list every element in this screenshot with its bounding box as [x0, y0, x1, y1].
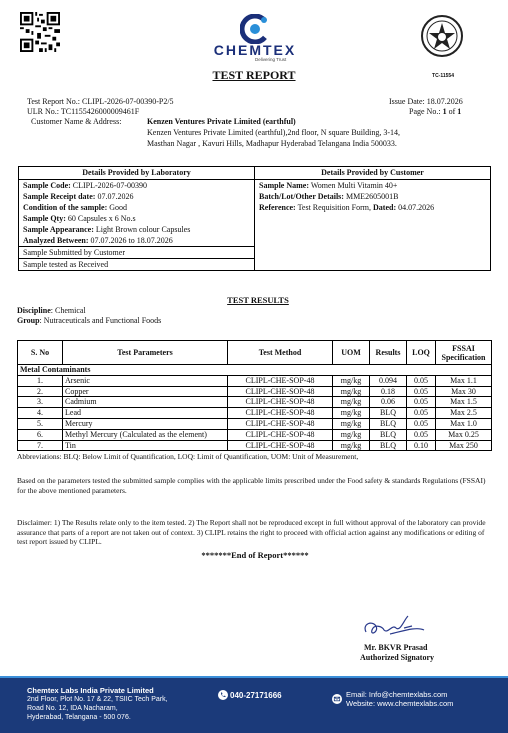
email-icon [332, 694, 342, 704]
chemtex-logo-icon [240, 14, 270, 44]
col-header: Test Parameters [63, 341, 228, 365]
signatory-name: Mr. BKVR Prasad [364, 643, 428, 652]
results-header-row [18, 341, 492, 365]
footer-website: Website: www.chemtexlabs.com [346, 699, 454, 708]
ulr-number: ULR No.: TC1155426000009461F [27, 107, 140, 116]
customer-detail-row: Sample Name: Women Multi Vitamin 40+ [255, 180, 491, 192]
col-header: UOM [333, 341, 370, 365]
results-title: TEST RESULTS [227, 295, 289, 305]
report-number: Test Report No.: CLIPL-2026-07-00390-P2/5 [27, 97, 174, 106]
page-number: Page No.: 1 of 1 [409, 107, 462, 116]
lab-detail-row: Sample Receipt date: 07.07.2026 [19, 191, 255, 202]
table-row: 5. Mercury CLIPL-CHE-SOP-48 mg/kg BLQ 0.05 Max 1.0 [18, 418, 492, 429]
customer-address-line1: Kenzen Ventures Private Limited (earthful),2nd floor, N square Building, 3-14, [147, 128, 401, 137]
results-table [17, 340, 492, 451]
lab-detail-row: Analyzed Between: 07.07.2026 to 18.07.2026 [19, 235, 255, 247]
customer-details-header: Details Provided by Customer [255, 167, 491, 180]
lab-detail-row: Condition of the sample: Good [19, 202, 255, 213]
footer-address-line1: 2nd Floor, Plot No. 17 & 22, TSIIC Tech Park, [27, 696, 168, 703]
brand-tagline: Delivering Trust [255, 57, 287, 62]
accreditation-seal-icon [420, 14, 464, 58]
table-row: 3. Cadmium CLIPL-CHE-SOP-48 mg/kg 0.06 0.05 Max 1.5 [18, 397, 492, 408]
signature-mark [360, 612, 430, 642]
sample-details-table [18, 166, 491, 271]
footer-company: Chemtex Labs India Private Limited [27, 686, 154, 695]
abbreviations: Abbreviations: BLQ: Below Limit of Quantification, LOQ: Limit of Quantification, UOM: Unit of Measurement, [17, 452, 359, 461]
col-header: LOQ [407, 341, 436, 365]
footer-phone: 040-27171666 [230, 691, 282, 700]
signatory-title: Authorized Signatory [360, 653, 434, 662]
table-row: 7. Tin CLIPL-CHE-SOP-48 mg/kg BLQ 0.10 Max 250 [18, 440, 492, 451]
table-row: 2. Copper CLIPL-CHE-SOP-48 mg/kg 0.18 0.05 Max 30 [18, 386, 492, 397]
footer-address-line2: Road No. 12, IDA Nacharam, [27, 705, 118, 712]
lab-details-header: Details Provided by Laboratory [19, 167, 255, 180]
end-of-report: *******End of Report****** [201, 550, 309, 560]
col-header: S. No [18, 341, 63, 365]
group: Group: Nutraceuticals and Functional Foods [17, 316, 162, 325]
section-label: Metal Contaminants [18, 365, 492, 376]
phone-icon [218, 690, 228, 700]
col-header: Results [370, 341, 407, 365]
brand-name: CHEMTEX [213, 42, 297, 58]
customer-detail-row: Batch/Lot/Other Details: MME2605001B [255, 191, 491, 202]
conclusion-text: Based on the parameters tested the submitted sample complies with the applicable limits prescribed under the Food safety & standards Regulations (FSSAI) for the above mentioned parameters. [17, 476, 486, 495]
table-row: 4. Lead CLIPL-CHE-SOP-48 mg/kg BLQ 0.05 Max 2.5 [18, 408, 492, 419]
table-row: 1. Arsenic CLIPL-CHE-SOP-48 mg/kg 0.094 0.05 Max 1.1 [18, 375, 492, 386]
accreditation-code: TC-11554 [432, 73, 454, 79]
table-row: 6. Methyl Mercury (Calculated as the element) CLIPL-CHE-SOP-48 mg/kg BLQ 0.05 Max 0.25 [18, 429, 492, 440]
qr-code [20, 12, 60, 52]
report-title: TEST REPORT [212, 68, 296, 82]
customer-label: Customer Name & Address: [31, 117, 122, 126]
footer-address-line3: Hyderabad, Telangana - 500 076. [27, 714, 131, 721]
lab-detail-row: Sample Submitted by Customer [19, 247, 255, 259]
footer-email: Email: Info@chemtexlabs.com [346, 690, 448, 699]
col-header: FSSAI Specification [436, 341, 492, 365]
disclaimer-text: Disclaimer: 1) The Results relate only to the item tested. 2) The Report shall not be reproduced except in full without approval of the laboratory can provide assurance that parts of a report are not taken out of context. 3) CLIPL retains the right to proceed with official action against any modifications or editing of test report issued by CLIPL. [17, 518, 486, 546]
col-header: Test Method [228, 341, 333, 365]
lab-detail-row: Sample tested as Received [19, 259, 255, 271]
customer-detail-row: Reference: Test Requisition Form, Dated: 04.07.2026 [255, 202, 491, 213]
lab-detail-row: Sample Qty: 60 Capsules x 6 No.s [19, 213, 255, 224]
footer [0, 678, 508, 733]
lab-detail-row: Sample Code: CLIPL-2026-07-00390 [19, 180, 255, 192]
issue-date: Issue Date: 18.07.2026 [389, 97, 463, 106]
discipline: Discipline: Chemical [17, 306, 86, 315]
lab-detail-row: Sample Appearance: Light Brown colour Capsules [19, 224, 255, 235]
customer-address-line2: Masthan Nagar , Kavuri Hills, Madhapur Hyderabad Telangana India 500033. [147, 139, 397, 148]
customer-name: Kenzen Ventures Private Limited (earthful) [147, 117, 296, 126]
